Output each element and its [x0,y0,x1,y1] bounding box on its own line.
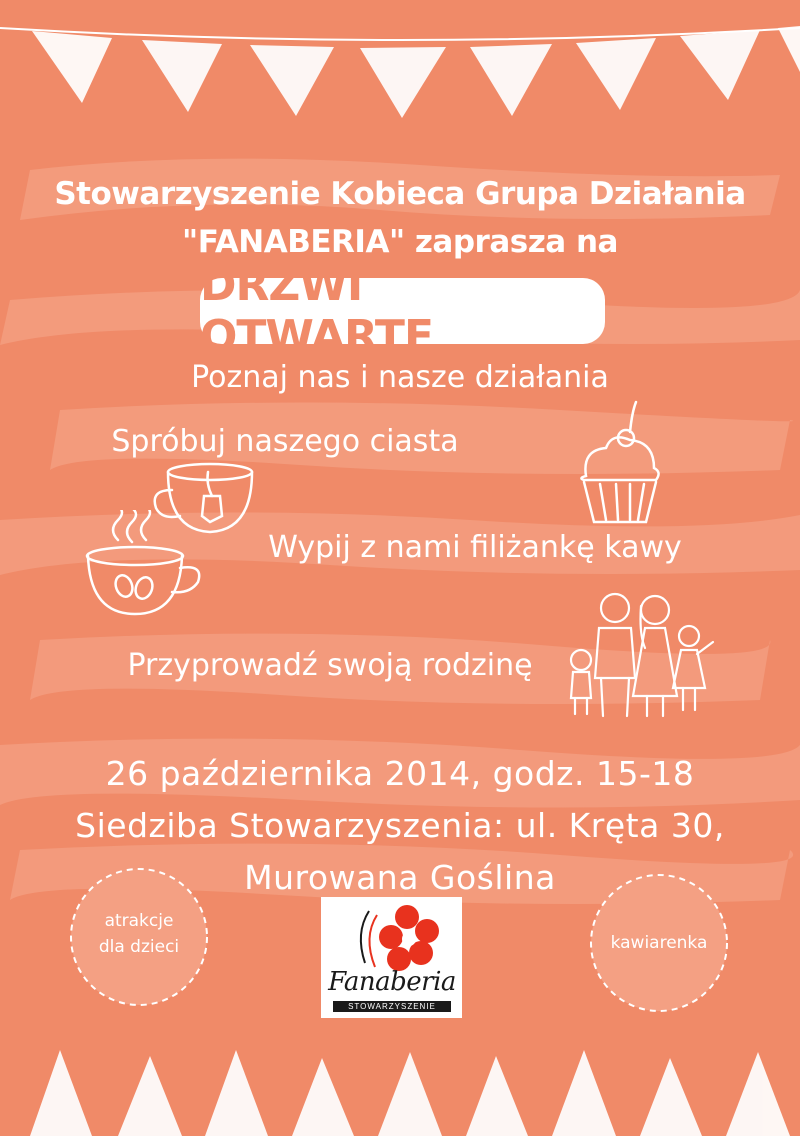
intro-line-1: Stowarzyszenie Kobieca Grupa Działania [54,176,746,212]
event-title-banner [200,260,605,362]
top-bunting [0,0,800,120]
activity-get-to-know: Poznaj nas i nasze działania [191,360,609,395]
badge-kids-line-1: atrakcje [104,911,174,931]
bottom-bunting [0,1030,800,1136]
fanaberia-logo [321,897,462,1018]
event-date-time: 26 października 2014, godz. 15-18 [105,754,695,793]
cupcake-icon [572,398,668,528]
badge-kids-attractions [64,862,214,1012]
activity-coffee: Wypij z nami filiżankę kawy [268,530,682,565]
intro-line-2: "FANABERIA" zaprasza na [182,224,618,260]
activity-family: Przyprowadź swoją rodzinę [127,648,533,683]
badge-cafe [584,868,734,1018]
family-icon [565,588,715,718]
badge-kids-line-2: dla dzieci [98,937,180,957]
event-title: DRZWI OTWARTE [200,260,434,362]
event-venue-line-1: Siedziba Stowarzyszenia: ul. Kręta 30, [75,806,725,845]
activity-try-cake: Spróbuj naszego ciasta [111,424,459,459]
badge-cafe-label: kawiarenka [610,933,708,953]
coffee-cup-icon [80,510,205,620]
event-venue-line-2: Murowana Goślina [244,858,556,897]
flower-logo-icon [351,903,441,975]
logo-wordmark: Fanaberia [328,967,456,997]
logo-subtitle: STOWARZYSZENIE [333,1001,451,1012]
